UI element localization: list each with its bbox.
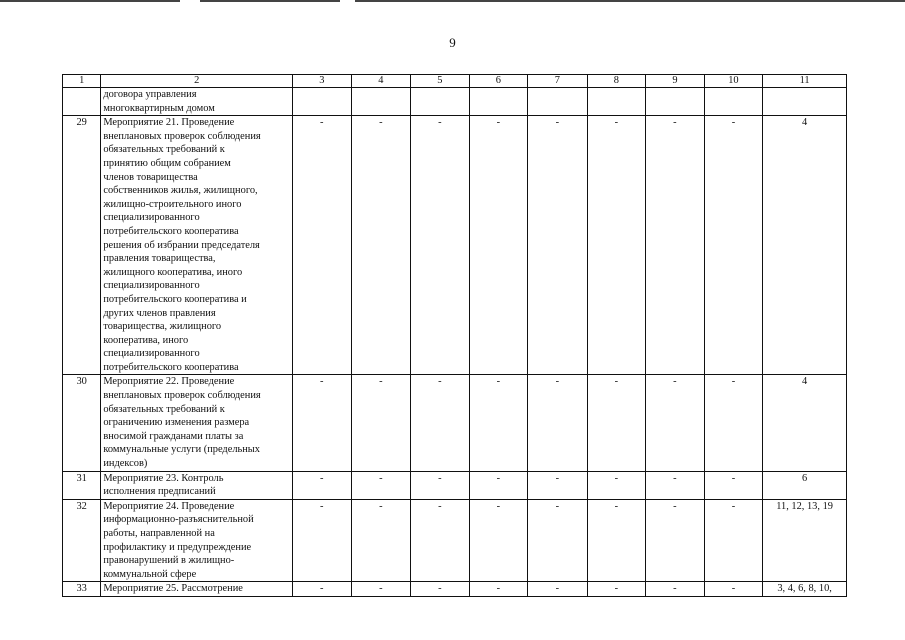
row-value: - [704, 582, 763, 597]
row-description: договора управления многоквартирным домом [101, 88, 293, 116]
row-value: - [351, 582, 411, 597]
header-cell-1: 1 [63, 75, 101, 88]
row-number [63, 88, 101, 116]
row-number: 31 [63, 471, 101, 499]
row-reference: 3, 4, 6, 8, 10, [763, 582, 847, 597]
row-reference: 6 [763, 471, 847, 499]
row-value: - [587, 375, 646, 471]
table-row [63, 375, 847, 471]
row-value [587, 88, 646, 116]
row-number: 30 [63, 375, 101, 471]
row-value: - [704, 116, 763, 375]
header-cell-2: 2 [101, 75, 293, 88]
row-value: - [469, 499, 528, 582]
row-value: - [411, 471, 470, 499]
table-row [63, 582, 847, 597]
row-value: - [587, 471, 646, 499]
top-border-fragment-mid [200, 0, 340, 2]
row-value: - [411, 116, 470, 375]
header-cell-5: 5 [411, 75, 470, 88]
row-value: - [293, 116, 352, 375]
row-value: - [469, 471, 528, 499]
row-value: - [469, 375, 528, 471]
row-value: - [587, 116, 646, 375]
page-number: 9 [449, 35, 456, 50]
row-value [528, 88, 588, 116]
row-value: - [646, 471, 705, 499]
row-value: - [646, 116, 705, 375]
row-value: - [528, 582, 588, 597]
row-value: - [351, 375, 411, 471]
row-description: Мероприятие 23. Контроль исполнения предписаний [101, 471, 293, 499]
table-row [63, 499, 847, 582]
row-description: Мероприятие 21. Проведение внеплановых проверок соблюдения обязательных требований к принятию общим собранием членов товарищества собственников жилья, жилищного, жилищно-строительного иного специализированного потребительского кооператива решения об избрании председателя правления товарищества, жилищного кооператива, иного специализированного потребительского кооператива и других членов правления товарищества, жилищного кооператива, иного специализированного потребительского кооператива [101, 116, 293, 375]
top-border-fragment-left [0, 0, 180, 2]
row-number: 29 [63, 116, 101, 375]
header-cell-10: 10 [704, 75, 763, 88]
row-value: - [528, 375, 588, 471]
header-cell-6: 6 [469, 75, 528, 88]
measures-table [62, 74, 847, 597]
row-reference: 4 [763, 116, 847, 375]
row-value: - [528, 116, 588, 375]
header-cell-9: 9 [646, 75, 705, 88]
header-cell-4: 4 [351, 75, 411, 88]
row-value: - [469, 582, 528, 597]
row-description: Мероприятие 22. Проведение внеплановых проверок соблюдения обязательных требований к ограничению изменения размера вносимой гражданами платы за коммунальные услуги (предельных индексов) [101, 375, 293, 471]
row-value: - [587, 499, 646, 582]
row-value: - [704, 375, 763, 471]
row-value: - [411, 582, 470, 597]
header-cell-3: 3 [293, 75, 352, 88]
row-reference: 4 [763, 375, 847, 471]
row-value: - [646, 375, 705, 471]
row-number: 32 [63, 499, 101, 582]
row-value: - [587, 582, 646, 597]
row-value [469, 88, 528, 116]
row-description: Мероприятие 24. Проведение информационно-разъяснительной работы, направленной на профилактику и предупреждение правонарушений в жилищно- коммунальной сфере [101, 499, 293, 582]
table-row [63, 88, 847, 116]
row-value: - [351, 471, 411, 499]
row-value: - [411, 375, 470, 471]
table-row [63, 116, 847, 375]
row-value: - [411, 499, 470, 582]
row-value [704, 88, 763, 116]
row-description: Мероприятие 25. Рассмотрение [101, 582, 293, 597]
row-value: - [293, 582, 352, 597]
top-border-fragment-right [355, 0, 905, 2]
header-cell-7: 7 [528, 75, 588, 88]
row-value: - [704, 471, 763, 499]
row-value [351, 88, 411, 116]
row-value: - [528, 471, 588, 499]
header-row [63, 75, 847, 88]
header-cell-11: 11 [763, 75, 847, 88]
table-row [63, 471, 847, 499]
row-value [411, 88, 470, 116]
row-value: - [469, 116, 528, 375]
row-value: - [351, 499, 411, 582]
row-value [646, 88, 705, 116]
row-reference [763, 88, 847, 116]
row-value: - [293, 471, 352, 499]
row-value: - [646, 499, 705, 582]
header-cell-8: 8 [587, 75, 646, 88]
row-value: - [528, 499, 588, 582]
row-reference: 11, 12, 13, 19 [763, 499, 847, 582]
row-value: - [293, 375, 352, 471]
row-value: - [646, 582, 705, 597]
row-value [293, 88, 352, 116]
row-value: - [351, 116, 411, 375]
row-number: 33 [63, 582, 101, 597]
row-value: - [293, 499, 352, 582]
row-value: - [704, 499, 763, 582]
